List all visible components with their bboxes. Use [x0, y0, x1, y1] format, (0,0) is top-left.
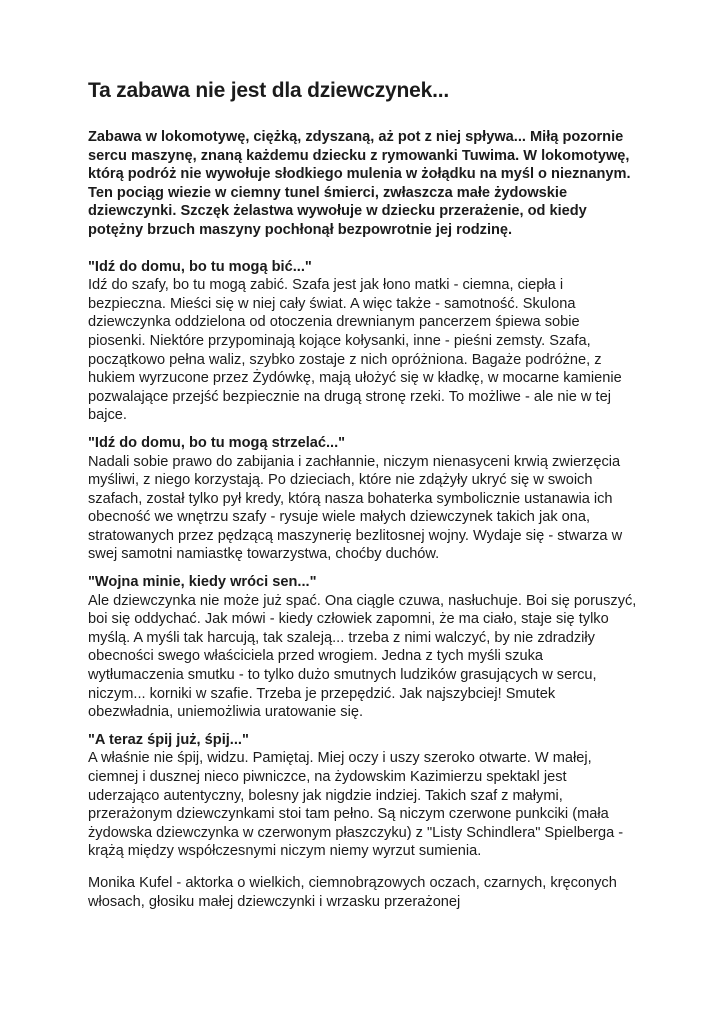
closing-paragraph: Monika Kufel - aktorka o wielkich, ciemnobrązowych oczach, czarnych, kręconych włosach, głosiku małej dziewczynki i wrzasku przerażonej — [88, 874, 617, 910]
section-2-body: Nadali sobie prawo do zabijania i zachłannie, niczym nienasyceni krwią zwierzęcia myśliwi, z niego korzystają. Po dzieciach, które nie zdążyły ukryć się w swoich szafach, został tylko pył kredy, którą nasza bohaterka symbolicznie ustanawia ich obecność we wnętrzu szafy - rysuje wiele małych dziewczynek takich jak ona, stratowanych przez pędzącą maszynerię bezlitosnej wojny. Wydaje się - stwarza w swej samotni namiastkę towarzystwa, choćby duchów. — [88, 453, 623, 563]
section-3 — [88, 573, 640, 722]
section-1-body: Idź do szafy, bo tu mogą zabić. Szafa jest jak łono matki - ciemna, ciepła i bezpieczna. Mieści się w niej cały świat. A więc także - samotność. Skulona dziewczynka oddzielona od otoczenia drewnianym pancerzem śpiewa sobie piosenki. Niektóre przypominają kojące kołysanki, inne - pieśni zemsty. Szafa, początkowo pełna waliz, szybko zostaje z nich opróżniona. Bagaże podróżne, z hukiem wyrzucone przez Żydówkę, mają ułożyć się w kładkę, w mocarne kamienie pozwalające przejść bezpiecznie na drugą stronę rzeki. To możliwe - ale nie w tej bajce. — [88, 277, 622, 424]
section-4-heading: "A teraz śpij już, śpij..." — [88, 731, 249, 748]
lead-paragraph: Zabawa w lokomotywę, ciężką, zdyszaną, aż pot z niej spływa... Miłą pozornie sercu maszynę, znaną każdemu dziecku z rymowanki Tuwima. W lokomotywę, którą podróż nie wywołuje słodkiego mulenia w żołądku na myśl o nieznanym. Ten pociąg wiezie w ciemny tunel śmierci, zwłaszcza małe żydowskie dziewczynki. Szczęk żelastwa wywołuje w dziecku przerażenie, od kiedy potężny brzuch maszyny pochłonął bezpowrotnie jej rodzinę. — [88, 129, 631, 238]
section-2 — [88, 434, 640, 564]
section-2-heading: "Idź do domu, bo tu mogą strzelać..." — [88, 434, 346, 451]
section-4-body: A właśnie nie śpij, widzu. Pamiętaj. Miej oczy i uszy szeroko otwarte. W małej, ciemnej i dusznej nieco piwniczce, na żydowskim Kazimierzu spektakl jest uderzająco autentyczny, bolesny jak nigdzie indziej. Takich szaf z małymi, przerażonym dziewczynkami stoi tam pełno. Są niczym czerwone punkciki (mała żydowska dziewczynka w czerwonym płaszczyku) z "Listy Schindlera" Spielberga - krążą między współczesnymi niczym niemy wyrzut sumienia. — [88, 750, 624, 860]
section-1 — [88, 258, 640, 425]
section-1-heading: "Idź do domu, bo tu mogą bić..." — [88, 258, 312, 275]
document-title: Ta zabawa nie jest dla dziewczynek... — [88, 79, 450, 102]
section-4 — [88, 731, 640, 861]
section-3-body: Ale dziewczynka nie może już spać. Ona ciągle czuwa, nasłuchuje. Boi się poruszyć, boi się oddychać. Jak mówi - kiedy człowiek zapomni, że ma ciało, staje się tylko myślą. A myśli tak harcują, tak szaleją... trzeba z nimi walczyć, by nie zdradziły obecności swego właściciela przed wrogiem. Jedna z tych myśli szuka wytłumaczenia smutku - to tylko dużo smutnych ludzików grasujących w sercu, niczym... korniki w szafie. Trzeba je przepędzić. Jak najszybciej! Smutek obezwładnia, uniemożliwia uratowanie się. — [88, 592, 637, 721]
document-content — [88, 78, 640, 911]
section-3-heading: "Wojna minie, kiedy wróci sen..." — [88, 574, 317, 591]
